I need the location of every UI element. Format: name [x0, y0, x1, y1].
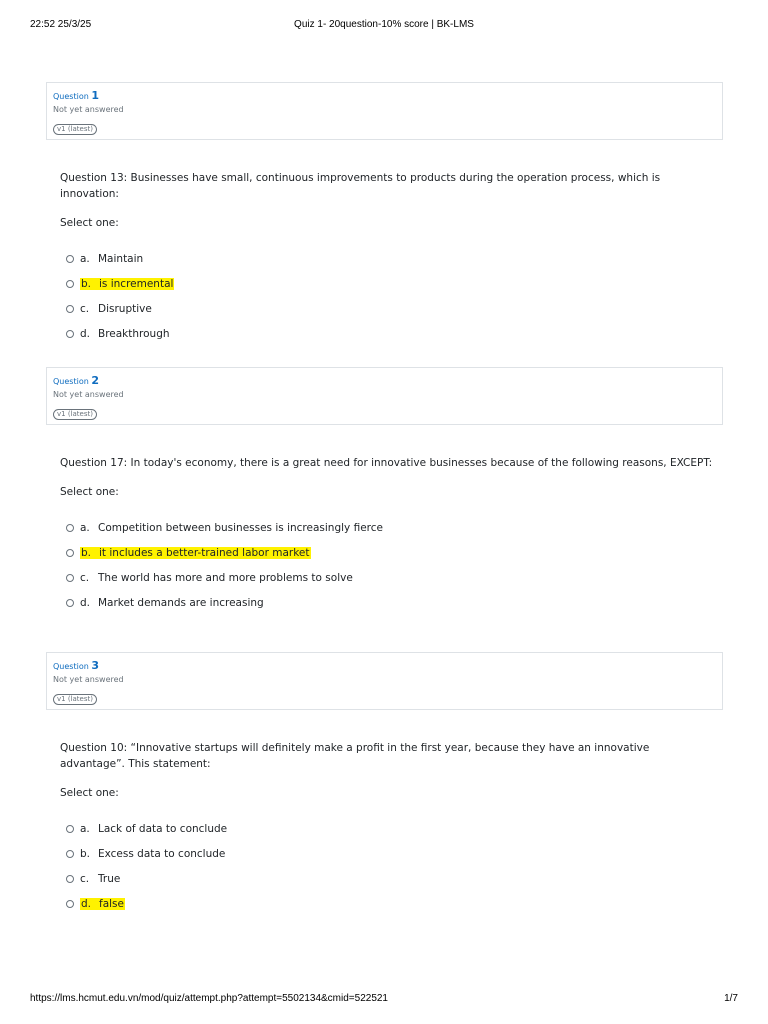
radio-button[interactable] — [66, 850, 74, 858]
answer-option[interactable] — [66, 891, 723, 916]
radio-button[interactable] — [66, 875, 74, 883]
answer-label: a. Maintain — [80, 252, 144, 265]
answer-label-highlighted: d. false — [81, 897, 124, 910]
answer-label-highlighted: b. is incremental — [81, 277, 174, 290]
radio-button[interactable] — [66, 599, 74, 607]
question-info-box — [46, 367, 723, 425]
answer-option[interactable] — [66, 271, 723, 296]
question-block-1 — [46, 82, 723, 346]
question-state: Not yet answered — [53, 105, 124, 114]
answer-label-highlighted: b. it includes a better-trained labor market — [81, 546, 310, 559]
question-block-2 — [46, 367, 723, 615]
answer-option[interactable] — [66, 296, 723, 321]
print-footer — [0, 993, 768, 1007]
question-label: Question — [53, 377, 89, 386]
answer-option[interactable] — [66, 590, 723, 615]
answer-option[interactable] — [66, 841, 723, 866]
answer-label: d. Market demands are increasing — [80, 596, 264, 609]
answer-option[interactable] — [66, 565, 723, 590]
question-number — [53, 659, 722, 673]
question-text: Question 13: Businesses have small, continuous improvements to products during the operation process, which is innovation: — [60, 172, 661, 200]
radio-button[interactable] — [66, 900, 74, 908]
question-number-value: 2 — [91, 374, 99, 387]
print-timestamp: 22:52 25/3/25 — [30, 19, 92, 30]
answer-label: a. Competition between businesses is increasingly fierce — [80, 521, 383, 534]
radio-button[interactable] — [66, 330, 74, 338]
answer-list — [46, 515, 723, 615]
print-page-title: Quiz 1- 20question-10% score | BK-LMS — [294, 19, 474, 30]
answer-option[interactable] — [66, 515, 723, 540]
answer-label: c. True — [80, 872, 121, 885]
answer-option[interactable] — [66, 246, 723, 271]
radio-button[interactable] — [66, 574, 74, 582]
answer-label: b. Excess data to conclude — [80, 847, 226, 860]
question-number-value: 1 — [91, 89, 99, 102]
question-version-badge[interactable]: v1 (latest) — [53, 124, 97, 135]
select-one-prompt: Select one: — [60, 486, 119, 498]
radio-button[interactable] — [66, 255, 74, 263]
answer-list — [46, 816, 723, 916]
question-info-box — [46, 82, 723, 140]
answer-option[interactable] — [66, 866, 723, 891]
select-one-prompt: Select one: — [60, 787, 119, 799]
radio-button[interactable] — [66, 305, 74, 313]
question-block-3 — [46, 652, 723, 916]
question-label: Question — [53, 662, 89, 671]
question-number-value: 3 — [91, 659, 99, 672]
question-text: Question 10: “Innovative startups will definitely make a profit in the first year, because they have an innovative advantage”. This statement: — [60, 742, 650, 770]
question-version-badge[interactable]: v1 (latest) — [53, 694, 97, 705]
answer-label: a. Lack of data to conclude — [80, 822, 228, 835]
radio-button[interactable] — [66, 280, 74, 288]
answer-label: c. The world has more and more problems to solve — [80, 571, 353, 584]
radio-button[interactable] — [66, 825, 74, 833]
question-state: Not yet answered — [53, 675, 124, 684]
answer-option[interactable] — [66, 816, 723, 841]
question-number — [53, 374, 722, 388]
answer-option[interactable] — [66, 540, 723, 565]
select-one-prompt: Select one: — [60, 217, 119, 229]
answer-option[interactable] — [66, 321, 723, 346]
question-version-badge[interactable]: v1 (latest) — [53, 409, 97, 420]
print-header — [0, 19, 768, 33]
question-label: Question — [53, 92, 89, 101]
print-page-number: 1/7 — [724, 993, 738, 1004]
radio-button[interactable] — [66, 549, 74, 557]
answer-list — [46, 246, 723, 346]
question-text: Question 17: In today's economy, there is a great need for innovative businesses because of the following reasons, EXCEPT: — [60, 457, 713, 469]
question-info-box — [46, 652, 723, 710]
radio-button[interactable] — [66, 524, 74, 532]
print-url: https://lms.hcmut.edu.vn/mod/quiz/attempt.php?attempt=5502134&cmid=522521 — [30, 993, 388, 1004]
answer-label: c. Disruptive — [80, 302, 152, 315]
question-number — [53, 89, 722, 103]
question-state: Not yet answered — [53, 390, 124, 399]
answer-label: d. Breakthrough — [80, 327, 170, 340]
